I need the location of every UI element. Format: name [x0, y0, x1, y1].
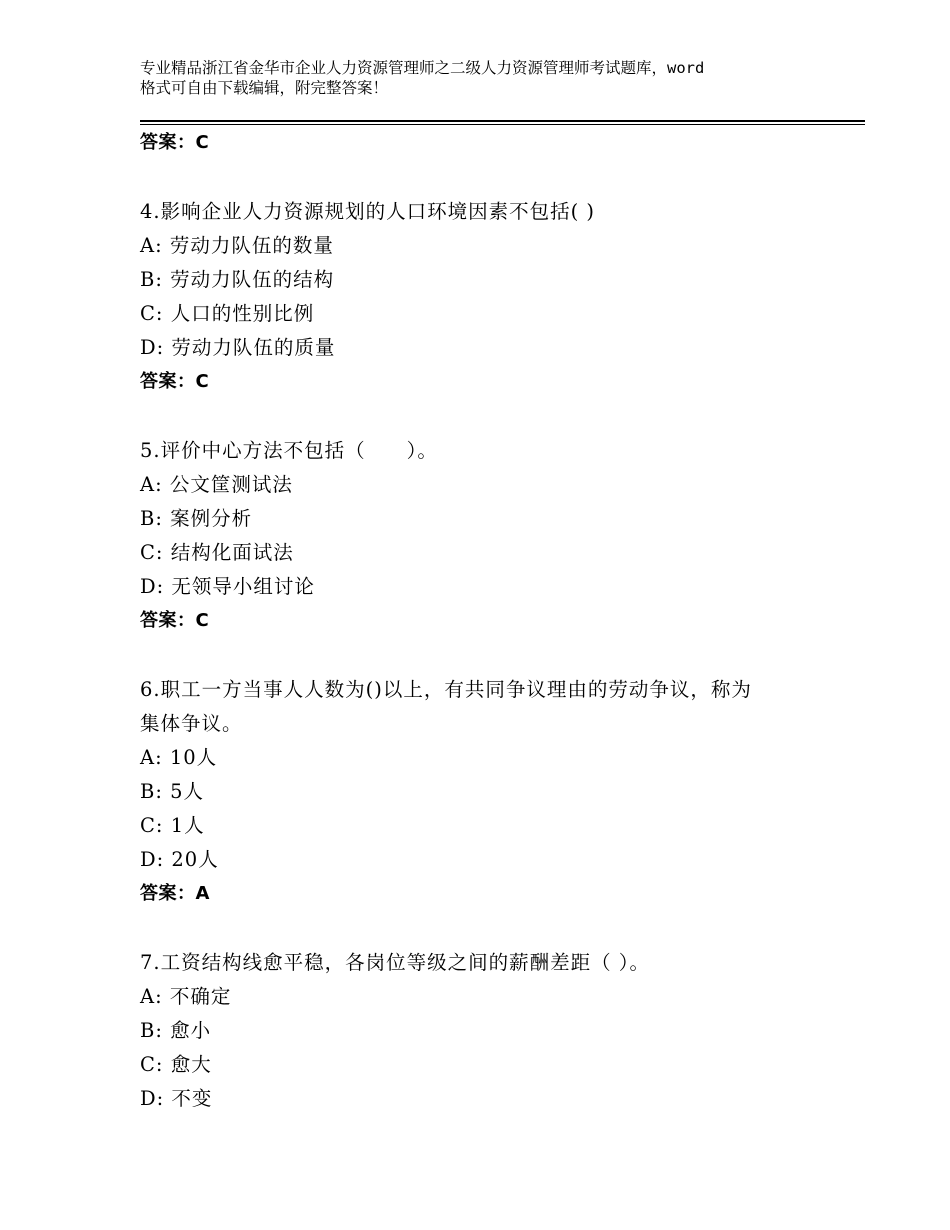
previous-answer: 答案：C — [140, 132, 210, 153]
question-7-option-a: A: 不确定 — [140, 985, 232, 1008]
question-4-option-b: B: 劳动力队伍的结构 — [140, 268, 335, 291]
question-5-option-d: D: 无领导小组讨论 — [140, 575, 315, 598]
question-4-stem: 4.影响企业人力资源规划的人口环境因素不包括( ) — [140, 200, 596, 223]
question-6-answer: 答案：A — [140, 883, 210, 904]
question-6-option-d: D: 20人 — [140, 848, 219, 871]
header-line-2: 格式可自由下载编辑，附完整答案！ — [140, 79, 389, 97]
question-6-stem-line-2: 集体争议。 — [140, 712, 243, 735]
question-5-option-c: C: 结构化面试法 — [140, 541, 294, 564]
question-4-option-d: D: 劳动力队伍的质量 — [140, 336, 336, 359]
question-4-option-c: C: 人口的性别比例 — [140, 302, 315, 325]
question-5-answer: 答案：C — [140, 610, 210, 631]
question-7-stem: 7.工资结构线愈平稳，各岗位等级之间的薪酬差距（ ）。 — [140, 951, 651, 974]
header-divider-thick — [140, 120, 865, 122]
question-7-option-b: B: 愈小 — [140, 1019, 212, 1042]
header-divider-thin — [140, 124, 865, 125]
question-6-option-a: A: 10人 — [140, 746, 218, 769]
question-7-option-c: C: 愈大 — [140, 1053, 212, 1076]
document-header — [140, 58, 840, 98]
question-6-option-b: B: 5人 — [140, 780, 205, 803]
question-6-stem-line-1: 6.职工一方当事人人数为()以上，有共同争议理由的劳动争议，称为 — [140, 678, 752, 701]
question-4-answer: 答案：C — [140, 371, 210, 392]
question-6-option-c: C: 1人 — [140, 814, 205, 837]
question-4-option-a: A: 劳动力队伍的数量 — [140, 234, 334, 257]
question-5-stem: 5.评价中心方法不包括（ ）。 — [140, 439, 438, 462]
question-5-option-a: A: 公文筐测试法 — [140, 473, 293, 496]
question-7-option-d: D: 不变 — [140, 1087, 213, 1110]
question-5-option-b: B: 案例分析 — [140, 507, 253, 530]
header-line-1: 专业精品浙江省金华市企业人力资源管理师之二级人力资源管理师考试题库，word — [140, 59, 705, 77]
